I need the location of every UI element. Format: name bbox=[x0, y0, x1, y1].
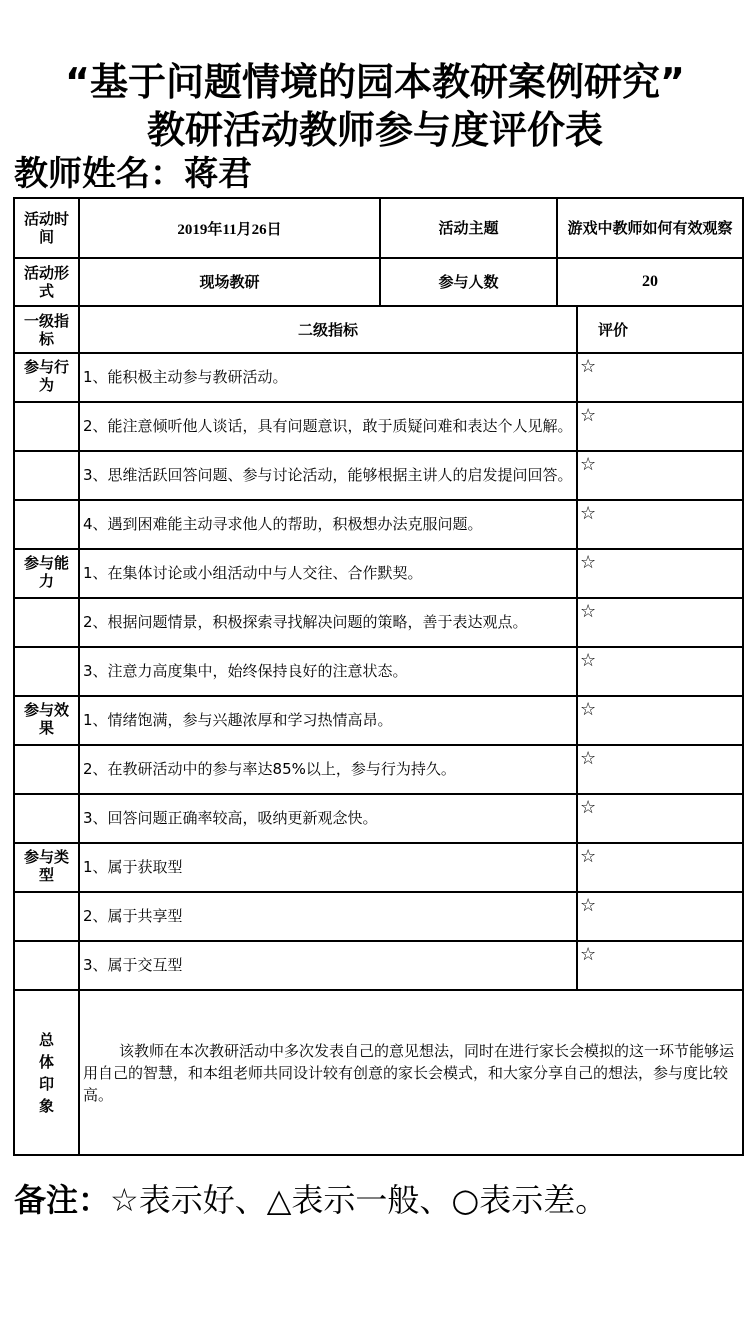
activity-form-label: 活动形式 bbox=[14, 258, 79, 306]
summary-text bbox=[79, 990, 743, 1155]
remark bbox=[14, 1178, 607, 1222]
indicator-text: 1、能积极主动参与教研活动。 bbox=[79, 353, 577, 402]
header-row bbox=[14, 306, 743, 353]
table-row bbox=[14, 892, 743, 941]
level1-header: 一级指标 bbox=[14, 306, 79, 353]
indicator-text: 2、能注意倾听他人谈话，具有问题意识，敢于质疑问难和表达个人见解。 bbox=[79, 402, 577, 451]
table-row bbox=[14, 843, 743, 892]
indicator-text: 1、在集体讨论或小组活动中与人交往、合作默契。 bbox=[79, 549, 577, 598]
indicator-text: 1、情绪饱满，参与兴趣浓厚和学习热情高昂。 bbox=[79, 696, 577, 745]
indicator-text: 3、注意力高度集中，始终保持良好的注意状态。 bbox=[79, 647, 577, 696]
participant-count-value: 20 bbox=[557, 258, 743, 306]
level2-header: 二级指标 bbox=[79, 306, 577, 353]
indicator-text: 1、属于获取型 bbox=[79, 843, 577, 892]
activity-form-value: 现场教研 bbox=[79, 258, 380, 306]
rating-star-icon: ☆ bbox=[577, 549, 743, 598]
category-cell-empty bbox=[14, 647, 79, 696]
participant-count-label: 参与人数 bbox=[380, 258, 557, 306]
rating-star-icon: ☆ bbox=[577, 794, 743, 843]
activity-topic-label: 活动主题 bbox=[380, 198, 557, 258]
table-row bbox=[14, 696, 743, 745]
category-cell-empty bbox=[14, 794, 79, 843]
category-cell-empty bbox=[14, 402, 79, 451]
summary-label bbox=[14, 990, 79, 1155]
evaluation-table bbox=[13, 197, 744, 1156]
summary-label-text: 总体印象 bbox=[39, 1030, 55, 1115]
category-cell-empty bbox=[14, 451, 79, 500]
teacher-name bbox=[14, 152, 252, 196]
rating-star-icon: ☆ bbox=[577, 451, 743, 500]
category-cell-empty bbox=[14, 892, 79, 941]
remark-text: ☆表示好、△表示一般、○表示差。 bbox=[110, 1181, 608, 1219]
activity-time-value: 2019年11月26日 bbox=[79, 198, 380, 258]
rating-star-icon: ☆ bbox=[577, 941, 743, 990]
category-cell-empty bbox=[14, 941, 79, 990]
table-row bbox=[14, 598, 743, 647]
rating-star-icon: ☆ bbox=[577, 500, 743, 549]
category-cell-empty bbox=[14, 745, 79, 794]
info-row-2 bbox=[14, 258, 743, 306]
indicator-text: 3、思维活跃回答问题、参与讨论活动，能够根据主讲人的启发提问回答。 bbox=[79, 451, 577, 500]
teacher-name-value: 蒋君 bbox=[184, 154, 252, 194]
teacher-name-label: 教师姓名： bbox=[14, 154, 184, 194]
category-cell-empty bbox=[14, 598, 79, 647]
indicator-text: 3、回答问题正确率较高，吸纳更新观念快。 bbox=[79, 794, 577, 843]
rating-star-icon: ☆ bbox=[577, 745, 743, 794]
table-row bbox=[14, 353, 743, 402]
table-row bbox=[14, 647, 743, 696]
rating-star-icon: ☆ bbox=[577, 696, 743, 745]
rating-star-icon: ☆ bbox=[577, 647, 743, 696]
table-row bbox=[14, 941, 743, 990]
page-title-line2: 教研活动教师参与度评价表 bbox=[146, 108, 603, 152]
category-cell-empty bbox=[14, 500, 79, 549]
summary-text-content: 该教师在本次教研活动中多次发表自己的意见想法，同时在进行家长会模拟的这一环节能够运用自己的智慧，和本组老师共同设计较有创意的家长会模式，和大家分享自己的想法，参与度比较高。 bbox=[83, 1041, 735, 1104]
remark-label: 备注： bbox=[14, 1181, 111, 1219]
category-label: 参与能力 bbox=[14, 549, 79, 598]
rating-header: 评价 bbox=[577, 306, 743, 353]
info-row-1 bbox=[14, 198, 743, 258]
rating-star-icon: ☆ bbox=[577, 892, 743, 941]
table-row bbox=[14, 549, 743, 598]
category-label: 参与行为 bbox=[14, 353, 79, 402]
table-row bbox=[14, 745, 743, 794]
indicator-text: 3、属于交互型 bbox=[79, 941, 577, 990]
indicator-text: 4、遇到困难能主动寻求他人的帮助，积极想办法克服问题。 bbox=[79, 500, 577, 549]
table-row bbox=[14, 794, 743, 843]
summary-row bbox=[14, 990, 743, 1155]
indicator-text: 2、属于共享型 bbox=[79, 892, 577, 941]
page-title-line1: “基于问题情境的园本教研案例研究” bbox=[65, 60, 685, 104]
activity-time-label: 活动时间 bbox=[14, 198, 79, 258]
rating-star-icon: ☆ bbox=[577, 402, 743, 451]
table-row bbox=[14, 500, 743, 549]
rating-star-icon: ☆ bbox=[577, 598, 743, 647]
activity-topic-value: 游戏中教师如何有效观察 bbox=[557, 198, 743, 258]
category-label: 参与类型 bbox=[14, 843, 79, 892]
rating-star-icon: ☆ bbox=[577, 353, 743, 402]
indicator-text: 2、根据问题情景，积极探索寻找解决问题的策略，善于表达观点。 bbox=[79, 598, 577, 647]
category-label: 参与效果 bbox=[14, 696, 79, 745]
indicator-text: 2、在教研活动中的参与率达85%以上，参与行为持久。 bbox=[79, 745, 577, 794]
rating-star-icon: ☆ bbox=[577, 843, 743, 892]
table-row bbox=[14, 402, 743, 451]
table-row bbox=[14, 451, 743, 500]
